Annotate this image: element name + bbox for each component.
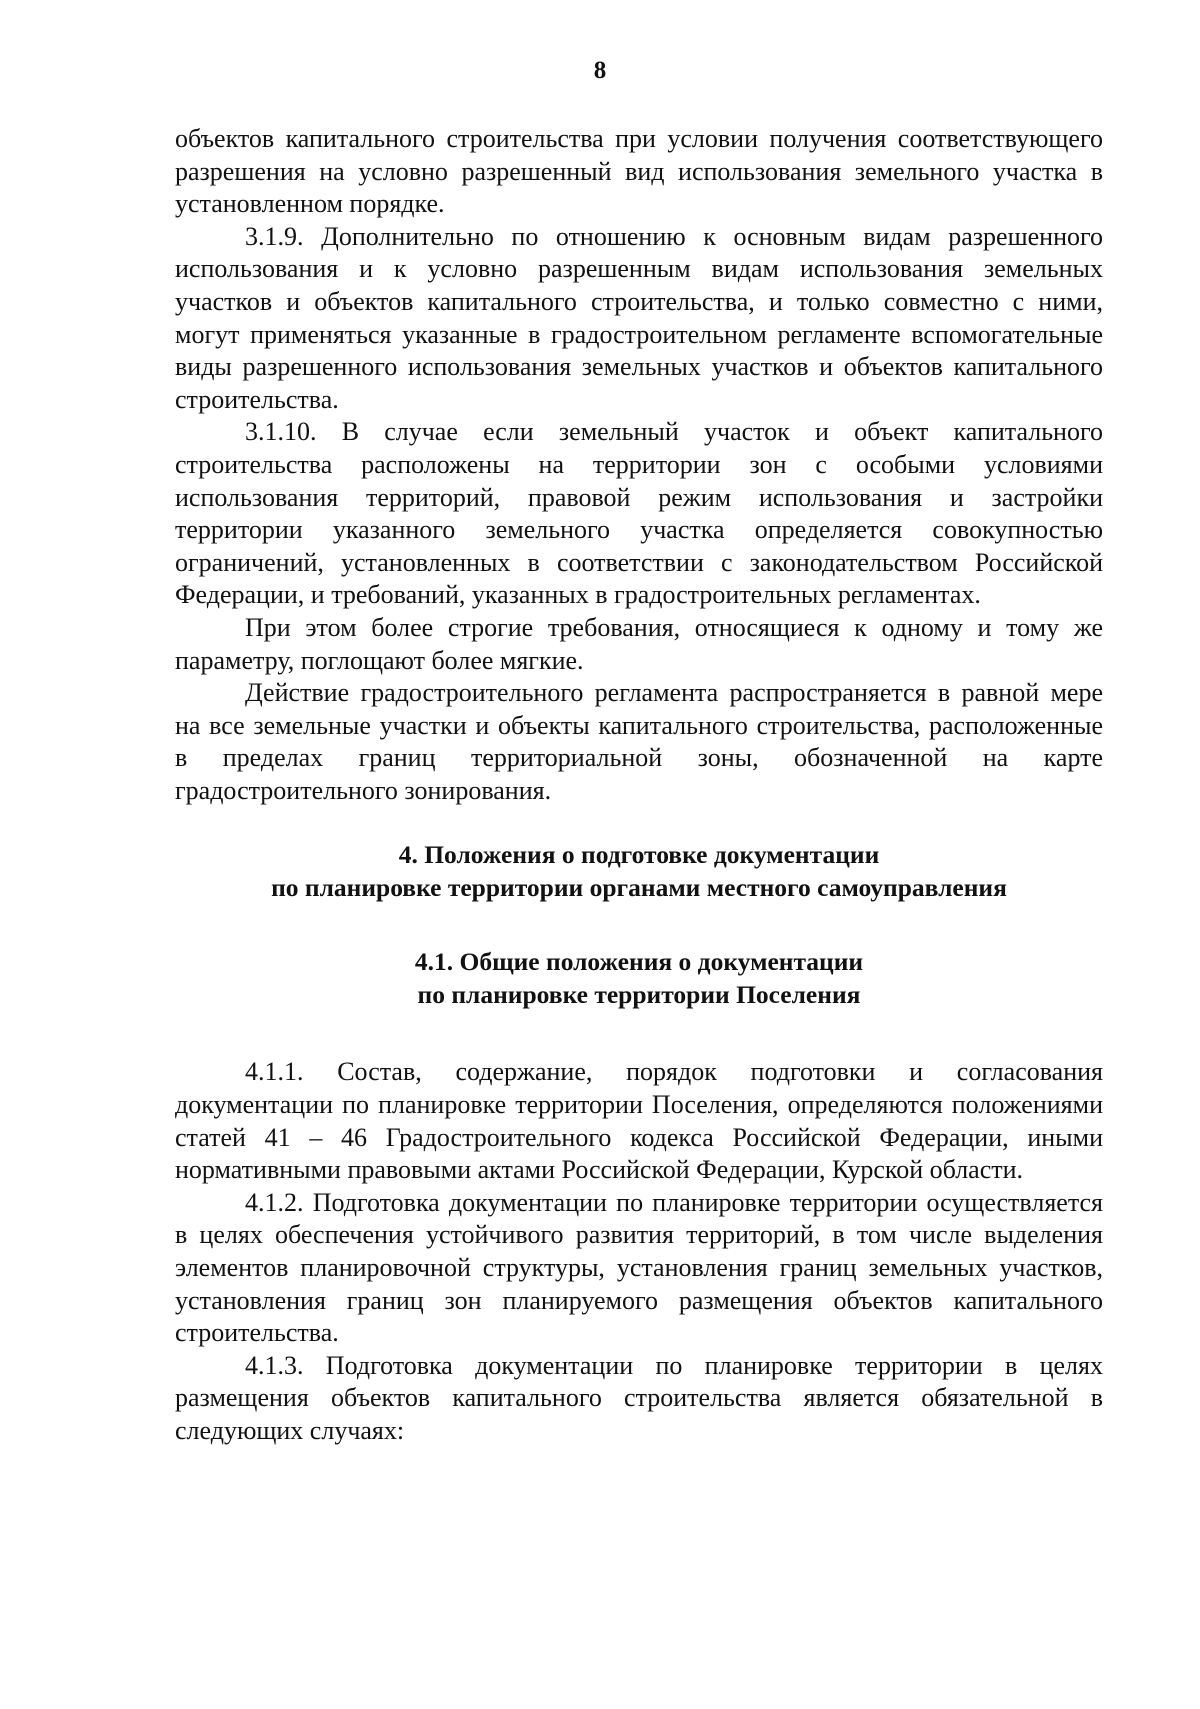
subsection-heading-line-1: 4.1. Общие положения о документации (414, 947, 864, 977)
section-heading-line-2: по планировке территории органами местного самоуправления (271, 873, 1007, 903)
paragraph-4-1-2: 4.1.2. Подготовка документации по планировке территории осуществляется в целях обеспечения устойчивого развития территорий, в том числе выделения элементов планировочной структуры, установления границ земельных участков, установления границ зон планируемого размещения объектов капитального строительства. (175, 1187, 1103, 1348)
section-heading-line-1: 4. Положения о подготовке документации (398, 840, 880, 870)
paragraph-3-1-9: 3.1.9. Дополнительно по отношению к основным видам разрешенного использования и к условно разрешенным видам использования земельных участков и объектов капитального строительства, и только совместно с ними, могут применяться указанные в градостроительном регламенте вспомогательные виды разрешенного использования земельных участков и объектов капитального строительства. (175, 221, 1103, 414)
document-body (175, 123, 1103, 1448)
paragraph-3-1-10: 3.1.10. В случае если земельный участок и объект капитального строительства расположены на территории зон с особыми условиями использования территорий, правовой режим использования и застройки территории указанного земельного участка определяется совокупностью ограничений, установленных в соответствии с законодательством Российской Федерации, и требований, указанных в градостроительных регламентах. (175, 417, 1103, 610)
subsection-heading-line-2: по планировке территории Поселения (417, 980, 861, 1010)
paragraph-regulation-scope: Действие градостроительного регламента распространяется в равной мере на все земельные участки и объекты капитального строительства, расположенные в пределах границ территориальной зоны, обозначенной на карте градостроительного зонирования. (175, 678, 1103, 805)
paragraph-4-1-1: 4.1.1. Состав, содержание, порядок подготовки и согласования документации по планировке территории Поселения, определяются положениями статей 41 – 46 Градостроительного кодекса Российской Федерации, иными нормативными правовыми актами Российской Федерации, Курской области. (175, 1057, 1103, 1185)
paragraph-continuation: объектов капитального строительства при условии получения соответствующего разрешения на условно разрешенный вид использования земельного участка в установленном порядке. (175, 124, 1103, 219)
paragraph-4-1-3: 4.1.3. Подготовка документации по планировке территории в целях размещения объектов капитального строительства является обязательной в следующих случаях: (175, 1350, 1103, 1445)
section-heading (155, 838, 1123, 904)
page-number: 8 (593, 57, 607, 84)
paragraph-strict-requirements: При этом более строгие требования, относящиеся к одному и тому же параметру, поглощают более мягкие. (175, 612, 1103, 675)
subsection-heading (175, 945, 1103, 1011)
